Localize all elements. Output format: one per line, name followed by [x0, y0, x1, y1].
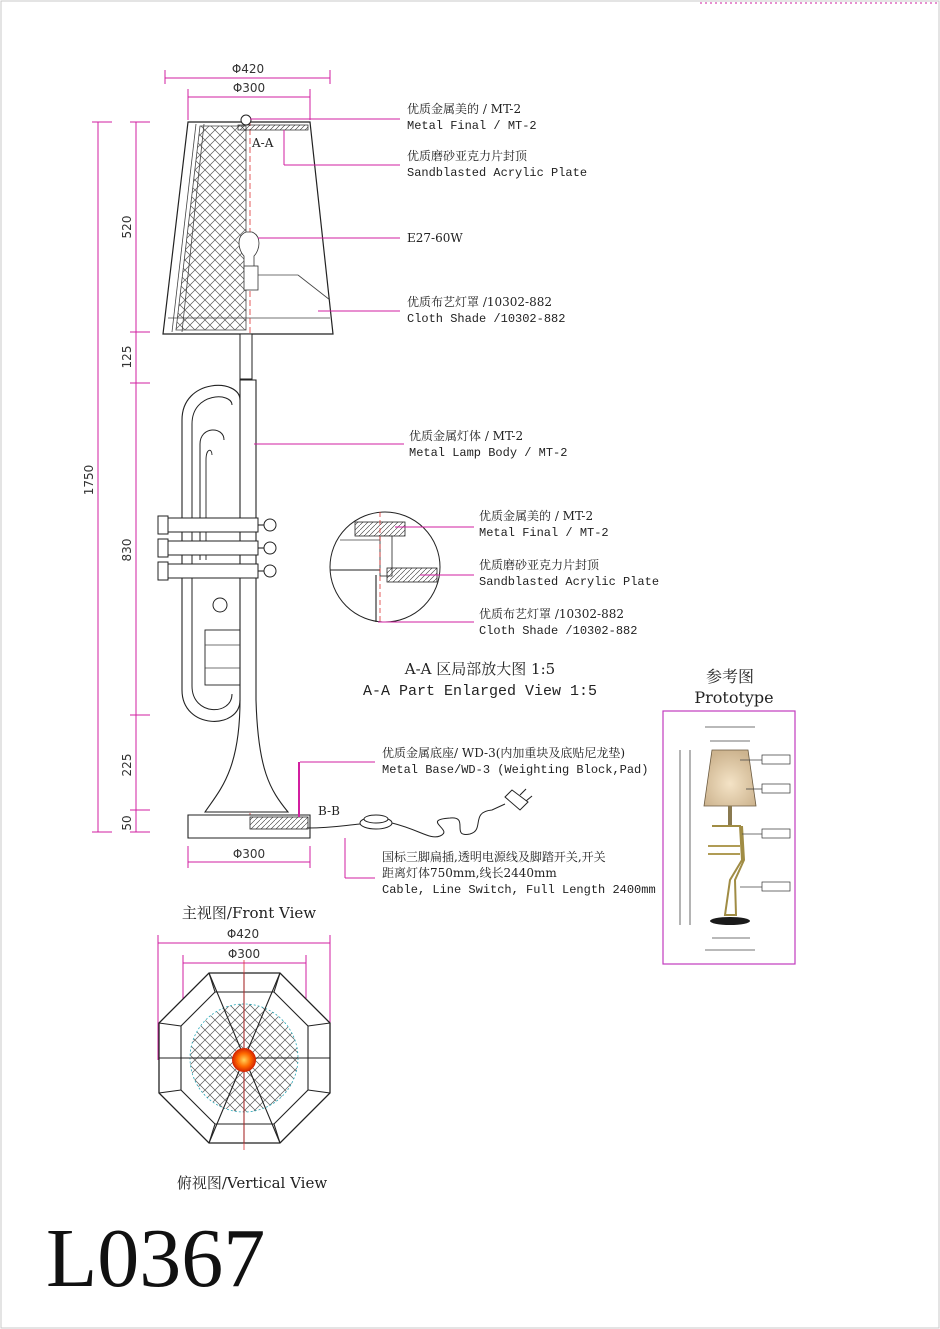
detail-plate-zh: 优质磨砂亚克力片封顶 [479, 558, 600, 572]
callout-final-en: Metal Final / MT-2 [407, 119, 537, 133]
lamp-body-trumpet [158, 380, 288, 812]
callout-final-zh: 优质金属美的 / MT-2 [407, 102, 522, 116]
vertical-dimension-group [82, 122, 150, 832]
prototype-reference-image [663, 711, 795, 964]
callout-plate-zh: 优质磨砂亚克力片封顶 [407, 149, 528, 163]
detail-final-zh: 优质金属美的 / MT-2 [479, 509, 594, 523]
callout-cable-en: Cable, Line Switch, Full Length 2400mm [382, 883, 656, 897]
top-dimension-group [165, 62, 330, 120]
bulb-glow-icon [232, 1048, 256, 1072]
callout-cable-zh1: 国标三脚扁插,透明电源线及脚踏开关,开关 [382, 850, 606, 864]
dim-body-height: 830 [120, 538, 134, 562]
dim-top-inner: Φ300 [232, 81, 266, 95]
dim-overall-height: 1750 [82, 464, 96, 496]
callout-body-en: Metal Lamp Body / MT-2 [409, 446, 568, 460]
dim-neck-height: 125 [120, 345, 134, 369]
dim-shade-height: 520 [120, 215, 134, 239]
dim-bell-height: 225 [120, 753, 134, 777]
prototype-title-zh: 参考图 [705, 667, 755, 686]
detail-title-en: A-A Part Enlarged View 1:5 [362, 683, 598, 700]
dim-plan-outer: Φ420 [226, 927, 260, 941]
callout-base-zh: 优质金属底座/ WD-3(内加重块及底贴尼龙垫) [382, 746, 626, 760]
callout-bulb: E27-60W [407, 231, 463, 245]
prototype-title-en: Prototype [694, 688, 774, 707]
dim-base: Φ300 [232, 847, 266, 861]
drawing-code: L0367 [46, 1212, 266, 1305]
callout-plate-en: Sandblasted Acrylic Plate [407, 166, 588, 180]
detail-plate-en: Sandblasted Acrylic Plate [479, 575, 660, 589]
section-mark-aa: A-A [252, 136, 274, 150]
top-plan-view [158, 927, 330, 1150]
detail-shade-en: Cloth Shade /10302-882 [479, 624, 638, 638]
detail-final-en: Metal Final / MT-2 [479, 526, 609, 540]
detail-aa-view [330, 512, 474, 622]
callout-base-en: Metal Base/WD-3 (Weighting Block,Pad) [382, 763, 649, 777]
detail-shade-zh: 优质布艺灯罩 /10302-882 [479, 607, 624, 621]
callout-body-zh: 优质金属灯体 / MT-2 [409, 429, 524, 443]
dim-plan-inner: Φ300 [227, 947, 261, 961]
dim-top-overall: Φ420 [231, 62, 265, 76]
dim-base-height: 50 [120, 815, 134, 831]
callout-cable-zh2: 距离灯体750mm,线长2440mm [382, 866, 557, 880]
front-view-label: 主视图/Front View [181, 904, 317, 922]
section-mark-bb: B-B [318, 804, 340, 818]
callout-shade-zh: 优质布艺灯罩 /10302-882 [407, 295, 552, 309]
vertical-view-label: 俯视图/Vertical View [176, 1174, 328, 1192]
power-cable [308, 789, 532, 837]
detail-title-zh: A-A 区局部放大图 1:5 [404, 660, 556, 678]
callout-shade-en: Cloth Shade /10302-882 [407, 312, 566, 326]
